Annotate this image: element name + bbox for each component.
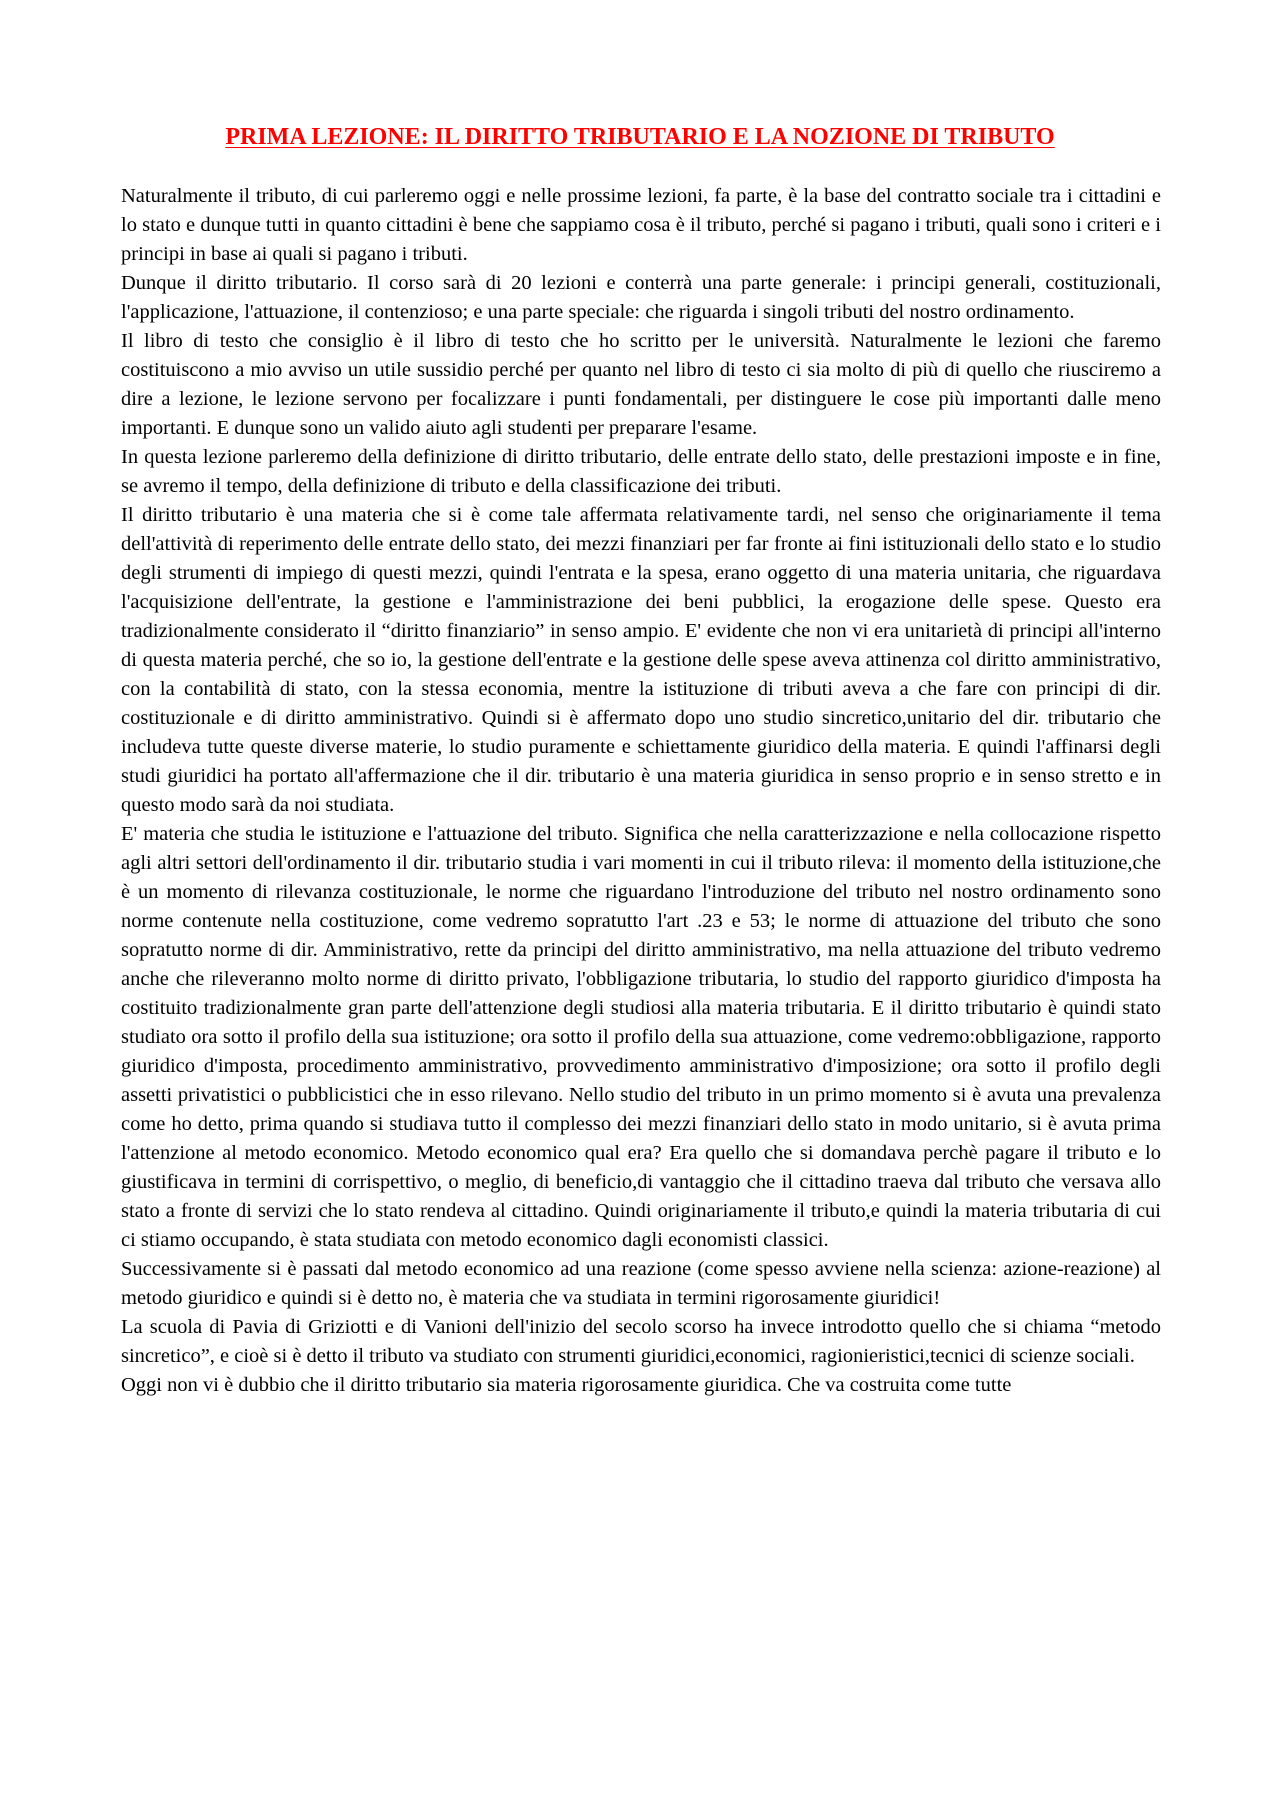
paragraph-9: Oggi non vi è dubbio che il diritto tributario sia materia rigorosamente giuridica. Che va costruita come tutte [121,1374,1012,1396]
paragraph-4: In questa lezione parleremo della definizione di diritto tributario, delle entrate dello stato, delle prestazioni imposte e in fine, se avremo il tempo, della definizione di tributo e della classificazione dei tributi. [121,446,1161,497]
paragraph-8: La scuola di Pavia di Griziotti e di Vanioni dell'inizio del secolo scorso ha invece introdotto quello che si chiama “metodo sincretico”, e cioè si è detto il tributo va studiato con strumenti giuridici,economici, ragionieristici,tecnici di scienze sociali. [121,1316,1161,1367]
paragraph-3: Il libro di testo che consiglio è il libro di testo che ho scritto per le università. Naturalmente le lezioni che faremo costituiscono a mio avviso un utile sussidio perché per quanto nel libro di testo ci sia molto di più di quello che riusciremo a dire a lezione, le lezione servono per focalizzare i punti fondamentali, per distinguere le cose più importanti dalle meno importanti. E dunque sono un valido aiuto agli studenti per preparare l'esame. [121,330,1161,439]
paragraph-1: Naturalmente il tributo, di cui parleremo oggi e nelle prossime lezioni, fa parte, è la base del contratto sociale tra i cittadini e lo stato e dunque tutti in quanto cittadini è bene che sappiamo cosa è il tributo, perché si pagano i tributi, quali sono i criteri e i principi in base ai quali si pagano i tributi. [121,185,1161,265]
paragraph-6: E' materia che studia le istituzione e l'attuazione del tributo. Significa che nella caratterizzazione e nella collocazione rispetto agli altri settori dell'ordinamento il dir. tributario studia i vari momenti in cui il tributo rileva: il momento della istituzione,che è un momento di rilevanza costituzionale, le norme che riguardano l'introduzione del tributo nel nostro ordinamento sono norme contenute nella costituzione, come vedremo sopratutto l'art .23 e 53; le norme di attuazione del tributo che sono sopratutto norme di dir. Amministrativo, rette da principi del diritto amministrativo, ma nella attuazione del tributo vedremo anche che rileveranno molto norme di diritto privato, l'obbligazione tributaria, lo studio del rapporto giuridico d'imposta ha costituito tradizionalmente gran parte dell'attenzione degli studiosi alla materia tributaria. E il diritto tributario è quindi stato studiato ora sotto il profilo della sua istituzione; ora sotto il profilo della sua attuazione, come vedremo:obbligazione, rapporto giuridico d'imposta, procedimento amministrativo, provvedimento amministrativo d'imposizione; ora sotto il profilo degli assetti privatistici o pubblicistici che in esso rilevano. Nello studio del tributo in un primo momento si è avuta una prevalenza come ho detto, prima quando si studiava tutto il complesso dei mezzi finanziari dello stato in modo unitario, si è avuta prima l'attenzione al metodo economico. Metodo economico qual era? Era quello che si domandava perchè pagare il tributo e lo giustificava in termini di corrispettivo, o meglio, di beneficio,di vantaggio che il cittadino traeva dal tributo che versava allo stato a fronte di servizi che lo stato rendeva al cittadino. Quindi originariamente il tributo,e quindi la materia tributaria di cui ci stiamo occupando, è stata studiata con metodo economico dagli economisti classici. [121,823,1161,1251]
paragraph-2: Dunque il diritto tributario. Il corso sarà di 20 lezioni e conterrà una parte generale: i principi generali, costituzionali, l'applicazione, l'attuazione, il contenzioso; e una parte speciale: che riguarda i singoli tributi del nostro ordinamento. [121,272,1161,323]
document-body [121,182,1161,1400]
paragraph-7: Successivamente si è passati dal metodo economico ad una reazione (come spesso avviene nella scienza: azione-reazione) al metodo giuridico e quindi si è detto no, è materia che va studiata in termini rigorosamente giuridici! [121,1258,1161,1309]
paragraph-5: Il diritto tributario è una materia che si è come tale affermata relativamente tardi, nel senso che originariamente il tema dell'attività di reperimento delle entrate dello stato, dei mezzi finanziari per far fronte ai fini istituzionali dello stato e lo studio degli strumenti di impiego di questi mezzi, quindi l'entrata e la spesa, erano oggetto di una materia unitaria, che riguardava l'acquisizione dell'entrate, la gestione e l'amministrazione dei beni pubblici, la erogazione delle spese. Questo era tradizionalmente considerato il “diritto finanziario” in senso ampio. E' evidente che non vi era unitarietà di principi all'interno di questa materia perché, che so io, la gestione dell'entrate e la gestione delle spese aveva attinenza col diritto amministrativo, con la contabilità di stato, con la stessa economia, mentre la istituzione di tributi aveva a che fare con principi di dir. costituzionale e di diritto amministrativo. Quindi si è affermato dopo uno studio sincretico,unitario del dir. tributario che includeva tutte queste diverse materie, lo studio puramente e schiettamente giuridico della materia. E quindi l'affinarsi degli studi giuridici ha portato all'affermazione che il dir. tributario è una materia giuridica in senso proprio e in senso stretto e in questo modo sarà da noi studiata. [121,504,1161,816]
document-title: PRIMA LEZIONE: IL DIRITTO TRIBUTARIO E LA NOZIONE DI TRIBUTO [225,124,1055,150]
